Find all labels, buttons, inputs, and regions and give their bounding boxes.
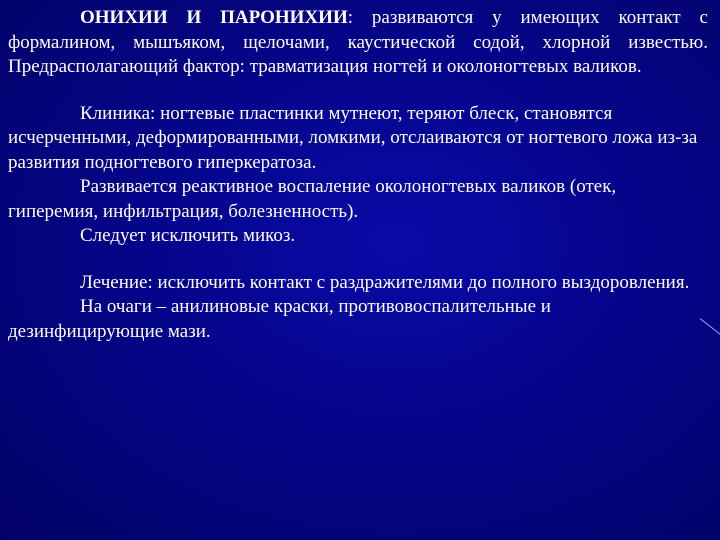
clinic-heading: Клиника (80, 102, 151, 124)
clinic-text: : ногтевые пластинки мутнеют, теряют блеск, становятся исчерченными, деформированными, ломкими, отслаиваются от ногтевого ложа из-за развития подногтевого гиперкератоза. (8, 102, 698, 173)
section-title: ОНИХИИ И ПАРОНИХИИ (80, 7, 348, 28)
section-clinic (8, 102, 708, 176)
section-treatment (8, 271, 708, 296)
spacer (8, 80, 708, 102)
treatment-heading: Лечение (80, 271, 148, 293)
spacer (8, 249, 708, 271)
section-onychia (8, 6, 708, 80)
section-text: : развиваются у имеющих контакт с формалином, мышъяком, щелочами, каустической содой, хлорной известью. Предрасполагающий фактор: травматизация ногтей и околоногтевых валиков. (8, 7, 708, 77)
clinic-paragraph-3: Следует исключить микоз. (80, 225, 296, 246)
treatment-text: : исключить контакт с раздражителями до полного выздоровления. (147, 271, 690, 293)
clinic-paragraph-2: Развивается реактивное воспаление околоногтевых валиков (отек, гиперемия, инфильтрация, болезненность). (8, 176, 617, 222)
treatment-paragraph-2: На очаги – анилиновые краски, противовоспалительные и дезинфицирующие мази. (8, 296, 551, 342)
slide-content (8, 6, 708, 344)
